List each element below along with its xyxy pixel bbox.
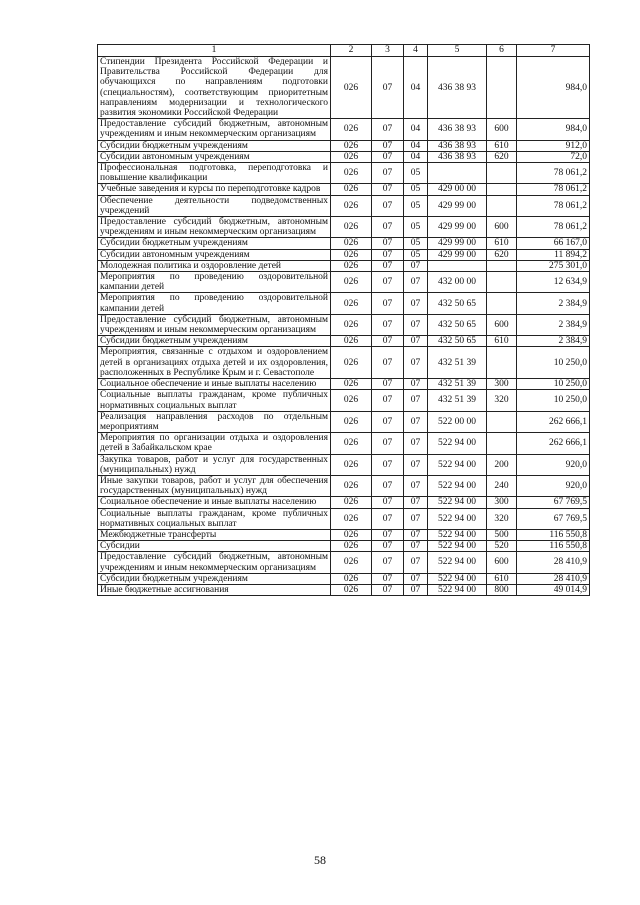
row-ministry-code: 026: [331, 508, 372, 529]
row-subsection-code: 04: [404, 140, 428, 151]
header-col-2: 2: [331, 45, 372, 57]
row-expense-type: 520: [487, 541, 517, 552]
row-description: Стипендии Президента Российской Федерации и Правительства Российской Федерации для обучающихся по направлениям подготовки (специальностям), соответствующим приоритетным направлениям модернизации и технологического развития экономики Российской Федерации: [98, 57, 331, 119]
row-section-code: 07: [372, 238, 404, 249]
row-amount: 11 894,2: [517, 249, 590, 260]
row-ministry-code: 026: [331, 238, 372, 249]
row-expense-type: [487, 195, 517, 216]
table-header-row: [98, 45, 590, 57]
row-expense-type: [487, 293, 517, 314]
row-expense-type: 800: [487, 584, 517, 595]
header-col-6: 6: [487, 45, 517, 57]
header-col-3: 3: [372, 45, 404, 57]
row-ministry-code: 026: [331, 411, 372, 432]
row-subsection-code: 07: [404, 433, 428, 454]
row-section-code: 07: [372, 411, 404, 432]
budget-table-container: [97, 44, 589, 596]
row-description: Иные бюджетные ассигнования: [98, 584, 331, 595]
table-row: [98, 347, 590, 379]
row-target-article: 432 51 39: [428, 390, 487, 411]
row-expense-type: [487, 272, 517, 293]
row-section-code: 07: [372, 390, 404, 411]
table-row: [98, 541, 590, 552]
table-row: [98, 314, 590, 335]
row-ministry-code: 026: [331, 163, 372, 184]
row-description: Социальные выплаты гражданам, кроме публичных нормативных социальных выплат: [98, 508, 331, 529]
row-expense-type: 600: [487, 314, 517, 335]
row-target-article: 432 51 39: [428, 347, 487, 379]
row-subsection-code: 07: [404, 314, 428, 335]
row-section-code: 07: [372, 347, 404, 379]
row-description: Субсидии автономным учреждениям: [98, 249, 331, 260]
table-row: [98, 454, 590, 475]
row-target-article: 522 94 00: [428, 508, 487, 529]
row-section-code: 07: [372, 217, 404, 238]
row-section-code: 07: [372, 336, 404, 347]
row-subsection-code: 05: [404, 249, 428, 260]
row-subsection-code: 07: [404, 390, 428, 411]
row-ministry-code: 026: [331, 390, 372, 411]
row-amount: 72,0: [517, 151, 590, 162]
row-expense-type: 600: [487, 552, 517, 573]
row-ministry-code: 026: [331, 541, 372, 552]
row-description: Иные закупки товаров, работ и услуг для обеспечения государственных (муниципальных) нужд: [98, 475, 331, 496]
row-target-article: 432 00 00: [428, 272, 487, 293]
row-target-article: 432 50 65: [428, 314, 487, 335]
row-expense-type: 320: [487, 390, 517, 411]
row-expense-type: [487, 433, 517, 454]
row-target-article: 522 94 00: [428, 541, 487, 552]
row-subsection-code: 07: [404, 573, 428, 584]
row-amount: 10 250,0: [517, 347, 590, 379]
row-target-article: 429 99 00: [428, 217, 487, 238]
row-subsection-code: 04: [404, 119, 428, 140]
row-ministry-code: 026: [331, 184, 372, 195]
row-ministry-code: 026: [331, 584, 372, 595]
row-target-article: 429 99 00: [428, 238, 487, 249]
table-row: [98, 238, 590, 249]
row-ministry-code: 026: [331, 151, 372, 162]
row-description: Субсидии бюджетным учреждениям: [98, 140, 331, 151]
table-row: [98, 151, 590, 162]
row-subsection-code: 07: [404, 552, 428, 573]
row-amount: 78 061,2: [517, 184, 590, 195]
row-expense-type: 610: [487, 573, 517, 584]
row-section-code: 07: [372, 529, 404, 540]
row-subsection-code: 05: [404, 184, 428, 195]
row-section-code: 07: [372, 573, 404, 584]
row-target-article: 432 51 39: [428, 379, 487, 390]
row-expense-type: 500: [487, 529, 517, 540]
row-subsection-code: 07: [404, 529, 428, 540]
row-amount: 262 666,1: [517, 433, 590, 454]
row-subsection-code: 07: [404, 411, 428, 432]
page-number: 58: [314, 853, 326, 867]
row-description: Субсидии бюджетным учреждениям: [98, 573, 331, 584]
row-amount: 2 384,9: [517, 314, 590, 335]
row-ministry-code: 026: [331, 573, 372, 584]
row-subsection-code: 07: [404, 508, 428, 529]
row-section-code: 07: [372, 552, 404, 573]
row-amount: 12 634,9: [517, 272, 590, 293]
row-amount: 10 250,0: [517, 379, 590, 390]
table-row: [98, 379, 590, 390]
row-description: Мероприятия по проведению оздоровительной кампании детей: [98, 272, 331, 293]
row-ministry-code: 026: [331, 552, 372, 573]
row-description: Социальное обеспечение и иные выплаты населению: [98, 497, 331, 508]
row-target-article: 436 38 93: [428, 119, 487, 140]
row-ministry-code: 026: [331, 497, 372, 508]
row-subsection-code: 07: [404, 272, 428, 293]
table-row: [98, 508, 590, 529]
row-expense-type: 300: [487, 497, 517, 508]
row-subsection-code: 04: [404, 151, 428, 162]
row-amount: 912,0: [517, 140, 590, 151]
row-subsection-code: 05: [404, 217, 428, 238]
row-description: Молодежная политика и оздоровление детей: [98, 260, 331, 271]
row-amount: 116 550,8: [517, 529, 590, 540]
header-col-1: 1: [98, 45, 331, 57]
row-target-article: 522 00 00: [428, 411, 487, 432]
row-amount: 984,0: [517, 119, 590, 140]
row-amount: 49 014,9: [517, 584, 590, 595]
row-expense-type: 600: [487, 119, 517, 140]
row-subsection-code: 07: [404, 541, 428, 552]
row-target-article: 522 94 00: [428, 475, 487, 496]
row-subsection-code: 07: [404, 454, 428, 475]
row-amount: 10 250,0: [517, 390, 590, 411]
row-target-article: 522 94 00: [428, 529, 487, 540]
row-amount: 920,0: [517, 475, 590, 496]
row-ministry-code: 026: [331, 347, 372, 379]
row-section-code: 07: [372, 57, 404, 119]
row-section-code: 07: [372, 454, 404, 475]
table-row: [98, 217, 590, 238]
row-ministry-code: 026: [331, 379, 372, 390]
row-description: Межбюджетные трансферты: [98, 529, 331, 540]
row-subsection-code: 05: [404, 195, 428, 216]
row-description: Обеспечение деятельности подведомственных учреждений: [98, 195, 331, 216]
row-description: Предоставление субсидий бюджетным, автономным учреждениям и иным некоммерческим организациям: [98, 119, 331, 140]
row-subsection-code: 07: [404, 347, 428, 379]
row-target-article: 522 94 00: [428, 454, 487, 475]
table-row: [98, 529, 590, 540]
row-target-article: 429 00 00: [428, 184, 487, 195]
row-ministry-code: 026: [331, 293, 372, 314]
row-ministry-code: 026: [331, 217, 372, 238]
row-target-article: 436 38 93: [428, 151, 487, 162]
budget-table: [97, 44, 590, 596]
row-expense-type: [487, 411, 517, 432]
table-row: [98, 573, 590, 584]
row-subsection-code: 07: [404, 260, 428, 271]
row-section-code: 07: [372, 184, 404, 195]
table-row: [98, 140, 590, 151]
row-amount: 78 061,2: [517, 195, 590, 216]
row-section-code: 07: [372, 541, 404, 552]
row-section-code: 07: [372, 151, 404, 162]
row-section-code: 07: [372, 475, 404, 496]
row-target-article: 432 50 65: [428, 336, 487, 347]
row-expense-type: [487, 57, 517, 119]
table-row: [98, 433, 590, 454]
row-description: Субсидии автономным учреждениям: [98, 151, 331, 162]
row-subsection-code: 07: [404, 293, 428, 314]
row-expense-type: 610: [487, 238, 517, 249]
row-target-article: 522 94 00: [428, 573, 487, 584]
row-amount: 984,0: [517, 57, 590, 119]
table-row: [98, 260, 590, 271]
row-description: Реализация направления расходов по отдельным мероприятиям: [98, 411, 331, 432]
table-row: [98, 195, 590, 216]
row-description: Социальные выплаты гражданам, кроме публичных нормативных социальных выплат: [98, 390, 331, 411]
row-target-article: 429 99 00: [428, 195, 487, 216]
row-section-code: 07: [372, 249, 404, 260]
row-description: Субсидии: [98, 541, 331, 552]
row-subsection-code: 07: [404, 497, 428, 508]
row-description: Предоставление субсидий бюджетным, автономным учреждениям и иным некоммерческим организациям: [98, 314, 331, 335]
row-expense-type: [487, 184, 517, 195]
row-subsection-code: 07: [404, 584, 428, 595]
row-section-code: 07: [372, 163, 404, 184]
row-target-article: 522 94 00: [428, 584, 487, 595]
header-col-5: 5: [428, 45, 487, 57]
row-amount: 67 769,5: [517, 497, 590, 508]
row-expense-type: 610: [487, 336, 517, 347]
row-ministry-code: 026: [331, 529, 372, 540]
row-ministry-code: 026: [331, 195, 372, 216]
table-row: [98, 184, 590, 195]
table-row: [98, 119, 590, 140]
row-expense-type: [487, 163, 517, 184]
row-amount: 116 550,8: [517, 541, 590, 552]
row-expense-type: 200: [487, 454, 517, 475]
row-description: Закупка товаров, работ и услуг для государственных (муниципальных) нужд: [98, 454, 331, 475]
row-description: Предоставление субсидий бюджетным, автономным учреждениям и иным некоммерческим организациям: [98, 552, 331, 573]
row-amount: 66 167,0: [517, 238, 590, 249]
table-row: [98, 249, 590, 260]
row-target-article: 432 50 65: [428, 293, 487, 314]
row-ministry-code: 026: [331, 314, 372, 335]
row-amount: 28 410,9: [517, 573, 590, 584]
row-description: Предоставление субсидий бюджетным, автономным учреждениям и иным некоммерческим организациям: [98, 217, 331, 238]
row-section-code: 07: [372, 195, 404, 216]
row-ministry-code: 026: [331, 260, 372, 271]
row-target-article: 522 94 00: [428, 497, 487, 508]
row-target-article: 436 38 93: [428, 140, 487, 151]
row-subsection-code: 05: [404, 238, 428, 249]
row-expense-type: [487, 260, 517, 271]
row-ministry-code: 026: [331, 119, 372, 140]
table-row: [98, 411, 590, 432]
table-row: [98, 475, 590, 496]
row-expense-type: 600: [487, 217, 517, 238]
row-description: Мероприятия по проведению оздоровительной кампании детей: [98, 293, 331, 314]
row-target-article: [428, 260, 487, 271]
row-ministry-code: 026: [331, 475, 372, 496]
row-description: Субсидии бюджетным учреждениям: [98, 238, 331, 249]
row-amount: 67 769,5: [517, 508, 590, 529]
row-section-code: 07: [372, 119, 404, 140]
row-amount: 920,0: [517, 454, 590, 475]
row-target-article: 522 94 00: [428, 433, 487, 454]
row-section-code: 07: [372, 379, 404, 390]
row-section-code: 07: [372, 293, 404, 314]
row-target-article: [428, 163, 487, 184]
row-target-article: 429 99 00: [428, 249, 487, 260]
row-expense-type: 610: [487, 140, 517, 151]
row-section-code: 07: [372, 314, 404, 335]
row-expense-type: 620: [487, 151, 517, 162]
row-description: Мероприятия, связанные с отдыхом и оздоровлением детей в организациях отдыха детей и их оздоровления, расположенных в Республике Крым и г. Севастополе: [98, 347, 331, 379]
row-section-code: 07: [372, 260, 404, 271]
row-target-article: 436 38 93: [428, 57, 487, 119]
table-row: [98, 163, 590, 184]
row-description: Профессиональная подготовка, переподготовка и повышение квалификации: [98, 163, 331, 184]
row-section-code: 07: [372, 497, 404, 508]
table-row: [98, 497, 590, 508]
row-ministry-code: 026: [331, 140, 372, 151]
row-section-code: 07: [372, 433, 404, 454]
row-subsection-code: 05: [404, 163, 428, 184]
table-row: [98, 57, 590, 119]
row-section-code: 07: [372, 272, 404, 293]
row-description: Мероприятия по организации отдыха и оздоровления детей в Забайкальском крае: [98, 433, 331, 454]
row-section-code: 07: [372, 584, 404, 595]
table-row: [98, 293, 590, 314]
row-expense-type: [487, 347, 517, 379]
row-expense-type: 240: [487, 475, 517, 496]
row-subsection-code: 04: [404, 57, 428, 119]
row-expense-type: 320: [487, 508, 517, 529]
row-expense-type: 300: [487, 379, 517, 390]
table-body: [98, 57, 590, 596]
header-col-7: 7: [517, 45, 590, 57]
row-subsection-code: 07: [404, 379, 428, 390]
row-subsection-code: 07: [404, 336, 428, 347]
row-ministry-code: 026: [331, 433, 372, 454]
row-amount: 262 666,1: [517, 411, 590, 432]
row-amount: 2 384,9: [517, 336, 590, 347]
row-section-code: 07: [372, 508, 404, 529]
table-row: [98, 272, 590, 293]
row-amount: 78 061,2: [517, 163, 590, 184]
row-ministry-code: 026: [331, 336, 372, 347]
header-col-4: 4: [404, 45, 428, 57]
row-description: Социальное обеспечение и иные выплаты населению: [98, 379, 331, 390]
table-row: [98, 336, 590, 347]
row-description: Учебные заведения и курсы по переподготовке кадров: [98, 184, 331, 195]
row-description: Субсидии бюджетным учреждениям: [98, 336, 331, 347]
table-row: [98, 552, 590, 573]
row-ministry-code: 026: [331, 272, 372, 293]
row-amount: 2 384,9: [517, 293, 590, 314]
row-amount: 275 301,0: [517, 260, 590, 271]
row-subsection-code: 07: [404, 475, 428, 496]
table-row: [98, 584, 590, 595]
row-amount: 28 410,9: [517, 552, 590, 573]
row-ministry-code: 026: [331, 57, 372, 119]
row-section-code: 07: [372, 140, 404, 151]
table-row: [98, 390, 590, 411]
row-expense-type: 620: [487, 249, 517, 260]
row-ministry-code: 026: [331, 249, 372, 260]
row-target-article: 522 94 00: [428, 552, 487, 573]
row-ministry-code: 026: [331, 454, 372, 475]
row-amount: 78 061,2: [517, 217, 590, 238]
